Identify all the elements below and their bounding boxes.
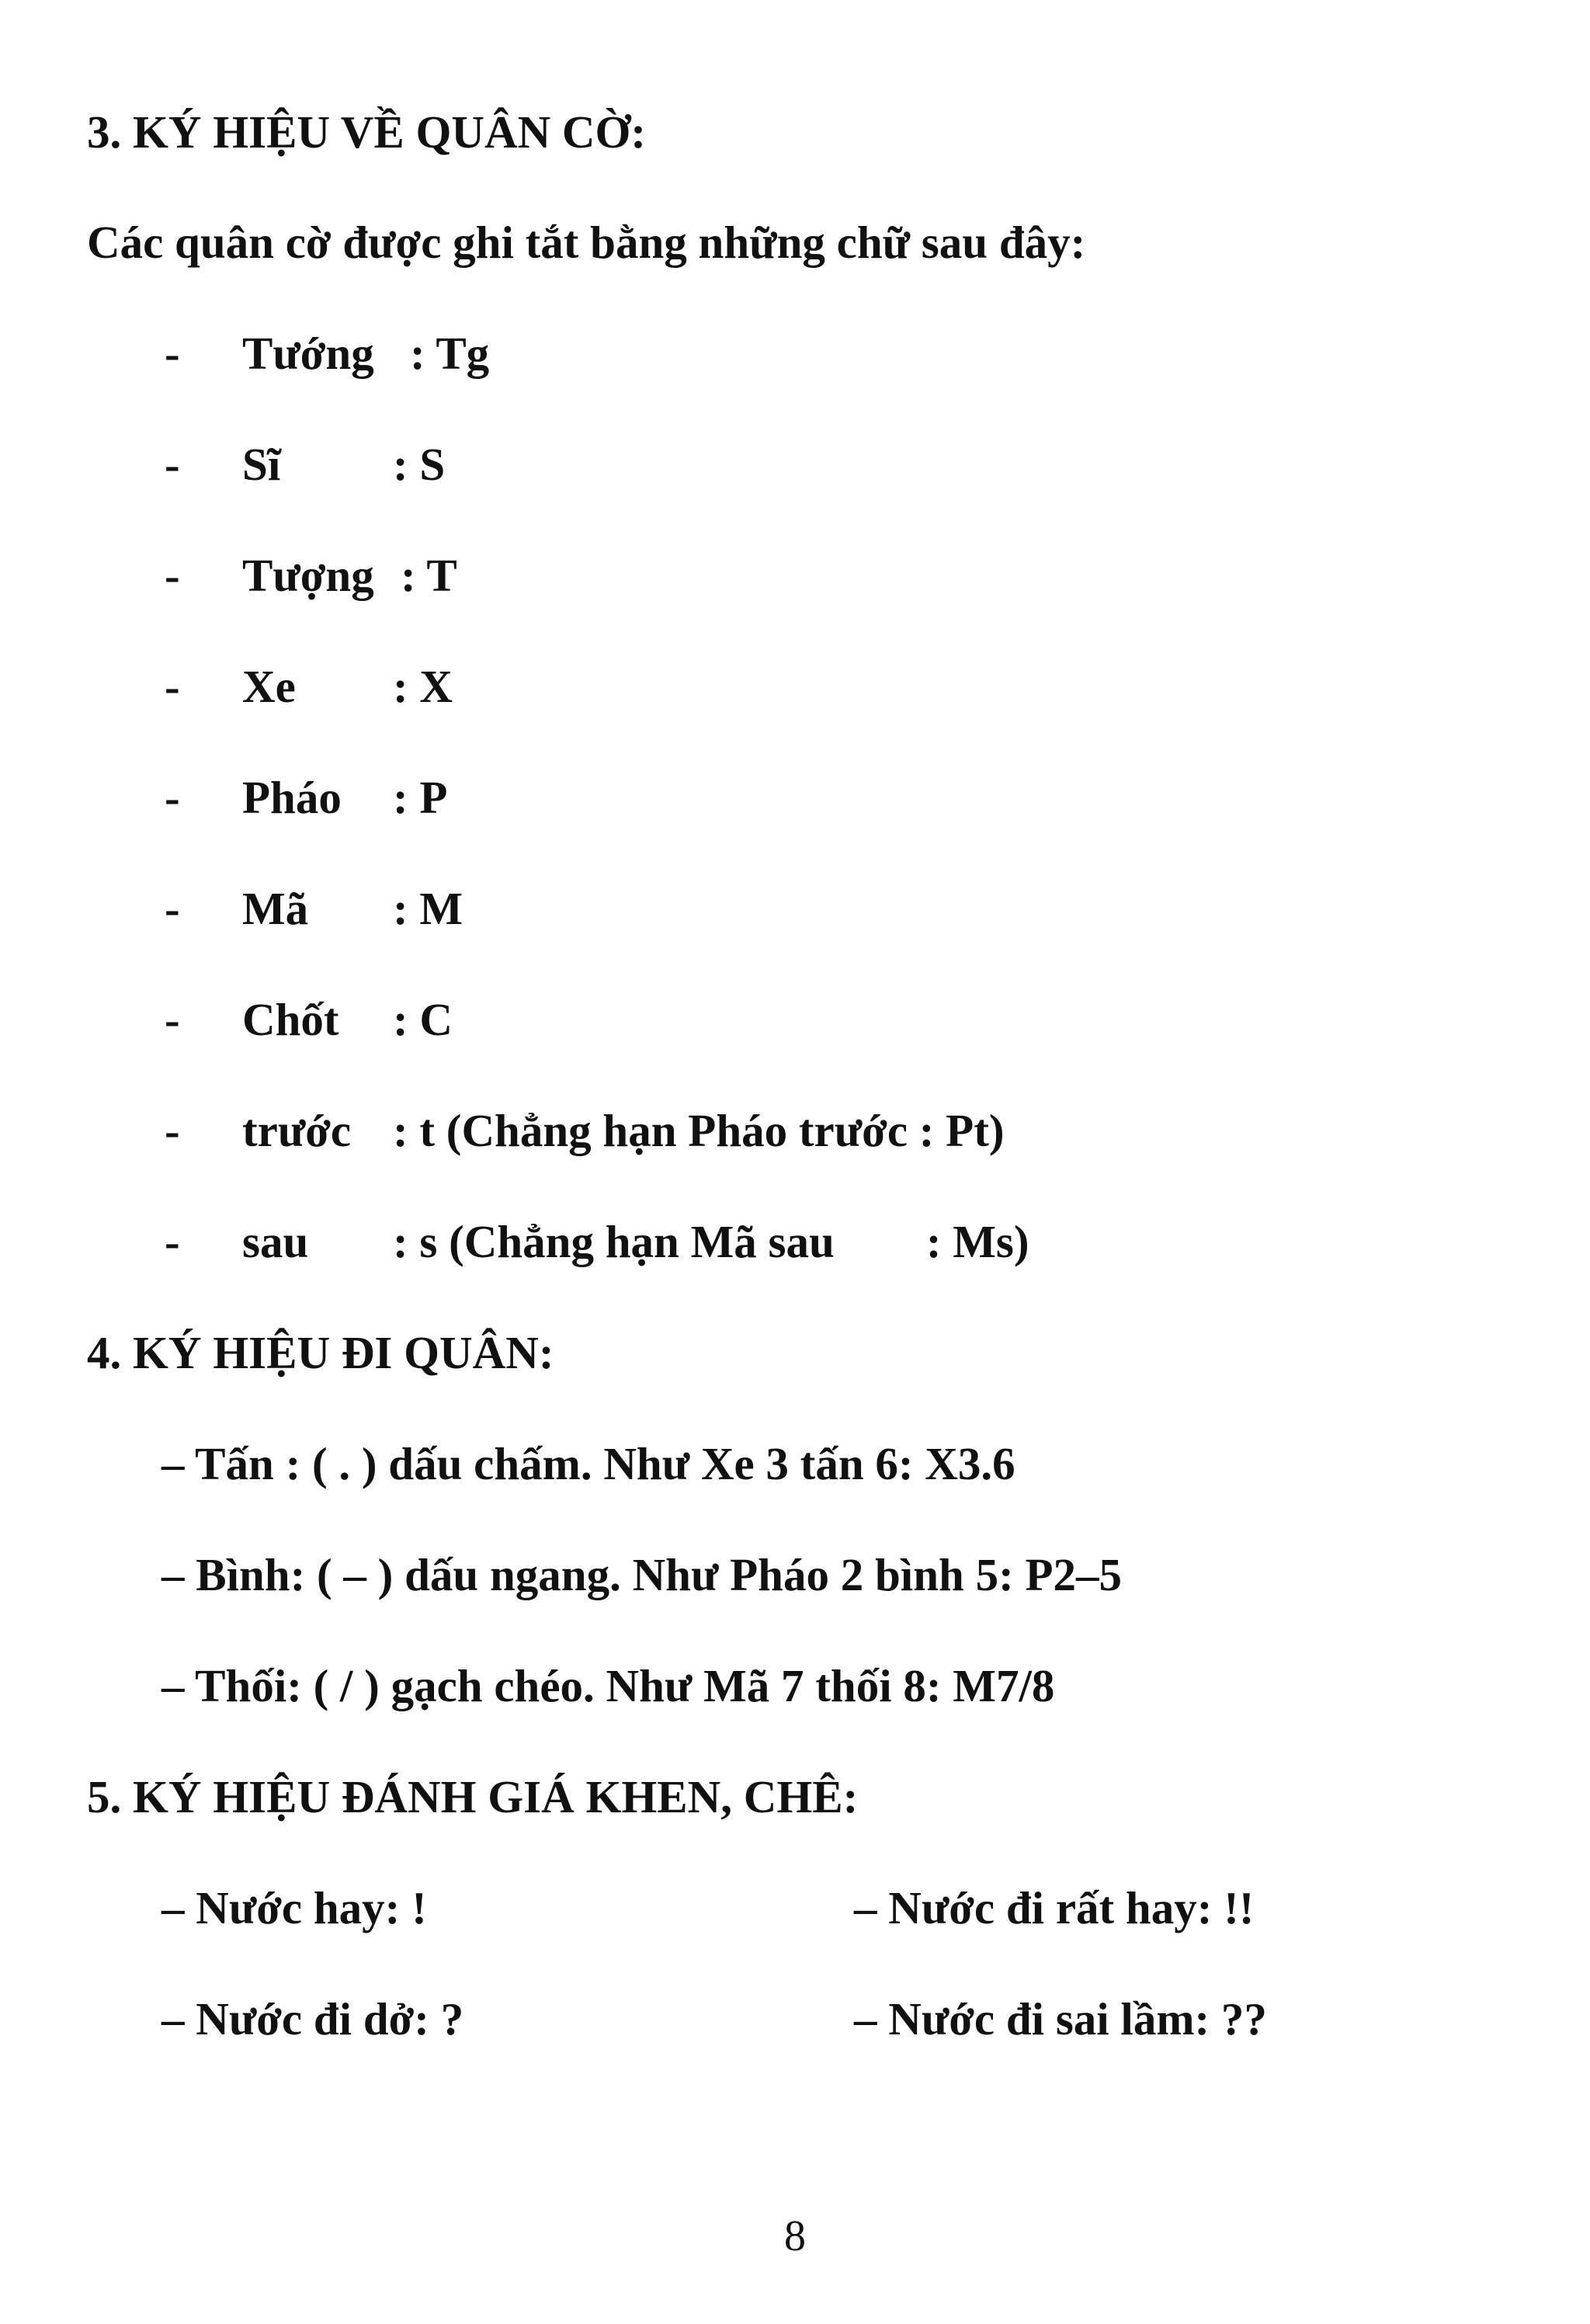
list-dash: -	[165, 883, 180, 934]
list-dash: -	[165, 1105, 180, 1156]
piece-name: Xe	[242, 661, 296, 712]
piece-code: : P	[393, 772, 448, 823]
piece-code: : C	[393, 994, 453, 1045]
list-item: – Nước đi rất hay: !!	[854, 1882, 1255, 1933]
list-dash: -	[165, 772, 180, 823]
section-5-heading: 5. KÝ HIỆU ĐÁNH GIÁ KHEN, CHÊ:	[87, 1771, 859, 1822]
section-3-intro: Các quân cờ được ghi tắt bằng những chữ sau đây:	[87, 217, 1086, 268]
piece-code: : s (Chẳng hạn Mã sau : Ms)	[393, 1216, 1029, 1267]
piece-name: trước	[242, 1105, 352, 1156]
list-item: – Tấn : ( . ) dấu chấm. Như Xe 3 tấn 6: X3.6	[161, 1438, 1015, 1489]
list-dash: -	[165, 661, 180, 712]
piece-name: Sĩ	[242, 439, 281, 490]
list-dash: -	[165, 328, 180, 379]
piece-code: : S	[393, 439, 446, 490]
piece-name: Tướng	[242, 328, 374, 379]
list-item: – Nước đi dở: ?	[161, 1993, 464, 2044]
list-dash: -	[165, 1216, 180, 1267]
piece-name: Pháo	[242, 772, 342, 823]
list-item: – Thối: ( / ) gạch chéo. Như Mã 7 thối 8: M7/8	[161, 1660, 1055, 1711]
page-number: 8	[784, 2212, 806, 2260]
piece-code: : Tg	[410, 328, 490, 379]
section-3-heading: 3. KÝ HIỆU VỀ QUÂN CỜ:	[87, 106, 647, 158]
list-dash: -	[165, 994, 180, 1045]
piece-name: sau	[242, 1216, 309, 1267]
section-4-heading: 4. KÝ HIỆU ĐI QUÂN:	[87, 1327, 554, 1378]
piece-name: Mã	[242, 883, 309, 934]
list-item: – Bình: ( – ) dấu ngang. Như Pháo 2 bình 5: P2–5	[161, 1549, 1123, 1600]
list-dash: -	[165, 550, 180, 601]
list-item: – Nước đi sai lầm: ??	[854, 1993, 1267, 2044]
list-dash: -	[165, 439, 180, 490]
piece-code: : X	[393, 661, 453, 712]
piece-code: : T	[401, 550, 457, 601]
piece-code: : M	[393, 883, 463, 934]
piece-name: Chốt	[242, 994, 339, 1045]
piece-code: : t (Chẳng hạn Pháo trước : Pt)	[393, 1105, 1005, 1156]
piece-name: Tượng	[242, 550, 374, 601]
list-item: – Nước hay: !	[161, 1882, 427, 1933]
